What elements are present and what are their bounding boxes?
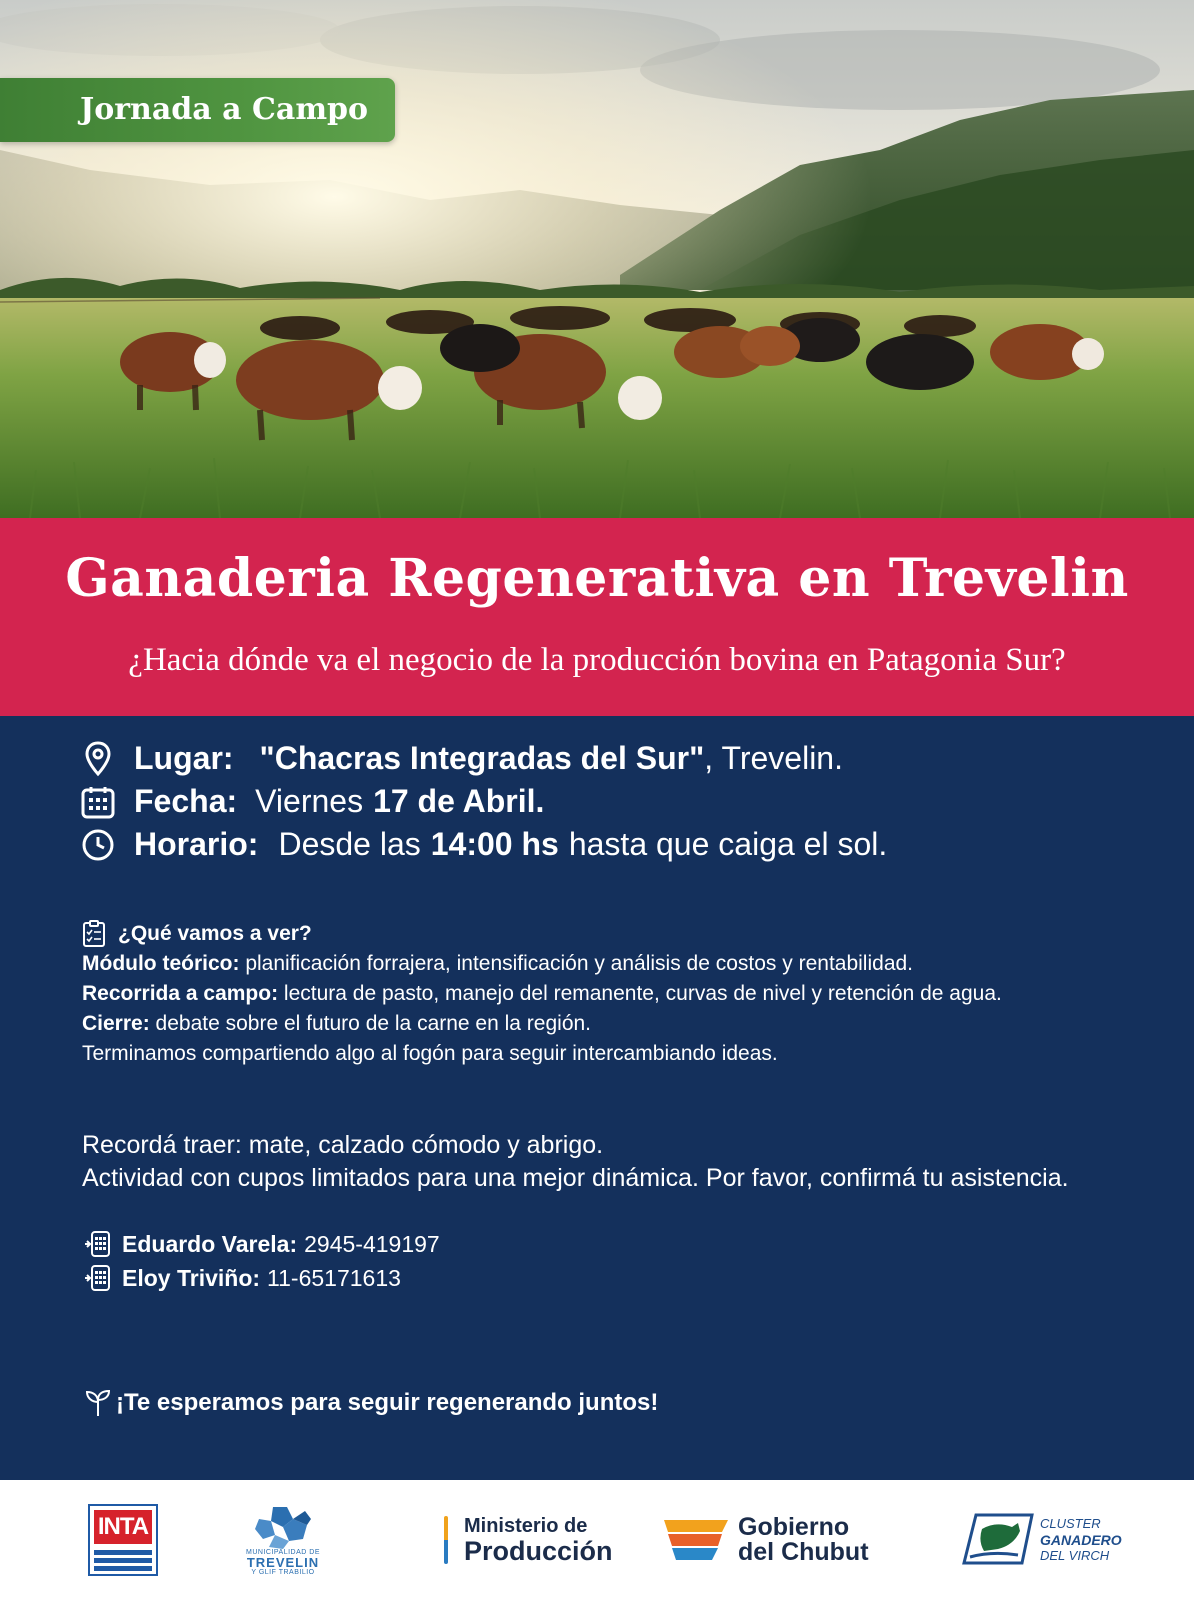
agenda-heading-row — [82, 919, 1122, 949]
agenda-closing-line: Terminamos compartiendo algo al fogón para seguir intercambiando ideas. — [82, 1042, 778, 1065]
gobierno-chubut-logo — [662, 1498, 869, 1582]
cluster-ganadero-logo — [962, 1498, 1122, 1582]
cluster-line-2: GANADERO — [1040, 1532, 1122, 1548]
agenda-heading: ¿Qué vamos a ver? — [118, 922, 312, 945]
bring-note: Recordá traer: mate, calzado cómodo y abrigo. — [82, 1131, 604, 1159]
agenda-item-label: Módulo teórico: — [82, 952, 240, 975]
agenda-item — [82, 1009, 1122, 1039]
phone-icon — [84, 1230, 112, 1258]
ministerio-line-1: Ministerio de — [464, 1515, 588, 1537]
municipalidad-small: MUNICIPALIDAD DE — [246, 1548, 320, 1556]
lugar-label: Lugar: — [134, 740, 234, 776]
contact-phone[interactable]: 11-65171613 — [267, 1264, 401, 1291]
fecha-label: Fecha: — [134, 783, 238, 819]
agenda-item — [82, 979, 1122, 1009]
title-band — [0, 518, 1194, 716]
sponsor-logos — [0, 1480, 1194, 1600]
municipalidad-name: TREVELIN — [246, 1554, 320, 1570]
info-panel — [0, 716, 1194, 1480]
location-pin-icon — [80, 741, 116, 777]
gobierno-line-1: Gobierno — [738, 1513, 850, 1541]
ministerio-produccion-logo — [444, 1498, 613, 1582]
contact-row[interactable] — [84, 1264, 401, 1292]
phone-icon — [84, 1264, 112, 1292]
clock-icon — [80, 827, 116, 863]
horario-label: Horario: — [134, 826, 259, 862]
municipalidad-sub: Y GLIF TRABILIO — [251, 1568, 315, 1576]
agenda-item — [82, 949, 1122, 979]
cluster-cow-emblem-icon — [962, 1511, 1034, 1569]
lugar-venue: "Chacras Integradas del Sur" — [259, 740, 705, 776]
chubut-map-icon — [662, 1516, 730, 1564]
cluster-line-3: DEL VIRCH — [1040, 1548, 1110, 1563]
fecha-date: 17 de Abril. — [373, 783, 545, 819]
closing-line — [84, 1388, 658, 1418]
trevelin-logo — [246, 1498, 320, 1582]
calendar-icon — [80, 784, 116, 820]
inta-wordmark: INTA — [94, 1510, 152, 1544]
contact-name: Eduardo Varela: — [122, 1230, 298, 1257]
hero-image — [0, 0, 1194, 518]
agenda-item-text: lectura de pasto, manejo del remanente, curvas de nivel y retención de agua. — [283, 982, 1002, 1005]
event-type-badge: Jornada a Campo — [0, 78, 395, 142]
horario-row — [80, 826, 887, 863]
checklist-icon — [82, 920, 108, 948]
trevelin-emblem-icon — [253, 1505, 313, 1549]
agenda-item-label: Recorrida a campo: — [82, 982, 279, 1005]
closing-text: ¡Te esperamos para seguir regenerando juntos! — [116, 1389, 659, 1416]
cluster-line-1: CLUSTER — [1040, 1516, 1101, 1531]
fecha-day: Viernes — [255, 783, 364, 819]
fecha-row — [80, 783, 544, 820]
agenda-item-label: Cierre: — [82, 1012, 150, 1035]
agenda-item-text: debate sobre el futuro de la carne en la región. — [155, 1012, 592, 1035]
notes-block — [82, 1129, 1122, 1195]
horario-pre: Desde las — [278, 826, 421, 862]
ministerio-line-2: Producción — [464, 1536, 613, 1566]
event-title: Ganaderia Regenerativa en Trevelin — [65, 548, 1129, 609]
inta-logo — [88, 1498, 158, 1582]
event-subtitle: ¿Hacia dónde va el negocio de la producción bovina en Patagonia Sur? — [128, 642, 1066, 678]
agenda-item-text: planificación forrajera, intensificación y análisis de costos y rentabilidad. — [245, 952, 914, 975]
horario-time: 14:00 hs — [430, 826, 559, 862]
contact-phone[interactable]: 2945-419197 — [304, 1230, 440, 1257]
gobierno-line-2: del Chubut — [738, 1538, 869, 1566]
lugar-rest: , Trevelin. — [704, 740, 843, 776]
contact-row[interactable] — [84, 1230, 440, 1258]
limited-note: Actividad con cupos limitados para una mejor dinámica. Por favor, confirmá tu asistencia. — [82, 1164, 1069, 1192]
agenda-block — [82, 919, 1122, 1069]
horario-post: hasta que caiga el sol. — [568, 826, 888, 862]
sprout-icon — [84, 1388, 112, 1418]
contact-name: Eloy Triviño: — [122, 1264, 261, 1291]
lugar-row — [80, 740, 843, 777]
